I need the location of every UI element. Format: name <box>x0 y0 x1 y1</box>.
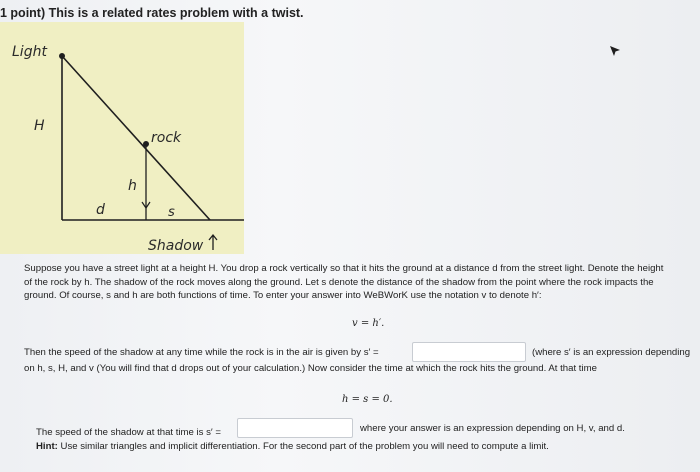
light-icon <box>59 53 65 59</box>
hint-line <box>36 440 696 454</box>
rock-icon <box>143 141 149 147</box>
light-label: Light <box>12 44 47 60</box>
problem-paragraph-1 <box>24 262 694 303</box>
distance-label: d <box>96 202 105 218</box>
para2-before-text: Then the speed of the shadow at any time while the rock is in the air is given by s′ = <box>24 347 379 358</box>
mouse-pointer-icon <box>608 44 622 58</box>
rock-height-label: h <box>128 178 137 194</box>
diagram-figure <box>0 22 244 254</box>
para1-line1: Suppose you have a street light at a height H. You drop a rock vertically so that it hits the ground at a distance d from the street light. Denote the height <box>24 263 664 274</box>
shadow-speed-answer-input[interactable] <box>412 342 526 362</box>
light-ray <box>62 56 210 220</box>
shadow-label: Shadow <box>148 238 204 254</box>
para2-line2: on h, s, H, and v (You will find that d drops out of your calculation.) Now consider the time at which the rock hits the ground. At that time <box>24 363 597 374</box>
diagram-svg <box>0 22 244 254</box>
para1-line3: ground. Of course, s and h are both functions of time. To enter your answer into WeBWorK use the notation v to denote h′: <box>24 290 542 301</box>
para3-before-text: The speed of the shadow at that time is s′ = <box>36 427 221 438</box>
impact-shadow-speed-answer-input[interactable] <box>237 418 353 438</box>
arrow-up-icon <box>209 235 217 250</box>
problem-header: 1 point) This is a related rates problem with a twist. <box>0 6 304 20</box>
para1-line2: of the rock by h. The shadow of the rock moves along the ground. Let s denote the distance of the shadow from the point where the rock impacts the <box>24 276 654 288</box>
para2-after-text: (where s′ is an expression depending <box>532 347 691 358</box>
shadow-distance-label: s <box>168 205 175 220</box>
hint-text: Use similar triangles and implicit differentiation. For the second part of the problem you will need to compute a limit. <box>60 441 549 452</box>
equation-h-s-zero: h = s = 0. <box>342 394 393 405</box>
equation-v-hprime: v = h′. <box>352 318 385 329</box>
height-label: H <box>34 118 45 134</box>
para3-after-text: where your answer is an expression depending on H, v, and d. <box>360 423 625 434</box>
rock-label: rock <box>151 130 182 146</box>
hint-label: Hint: <box>36 441 58 452</box>
